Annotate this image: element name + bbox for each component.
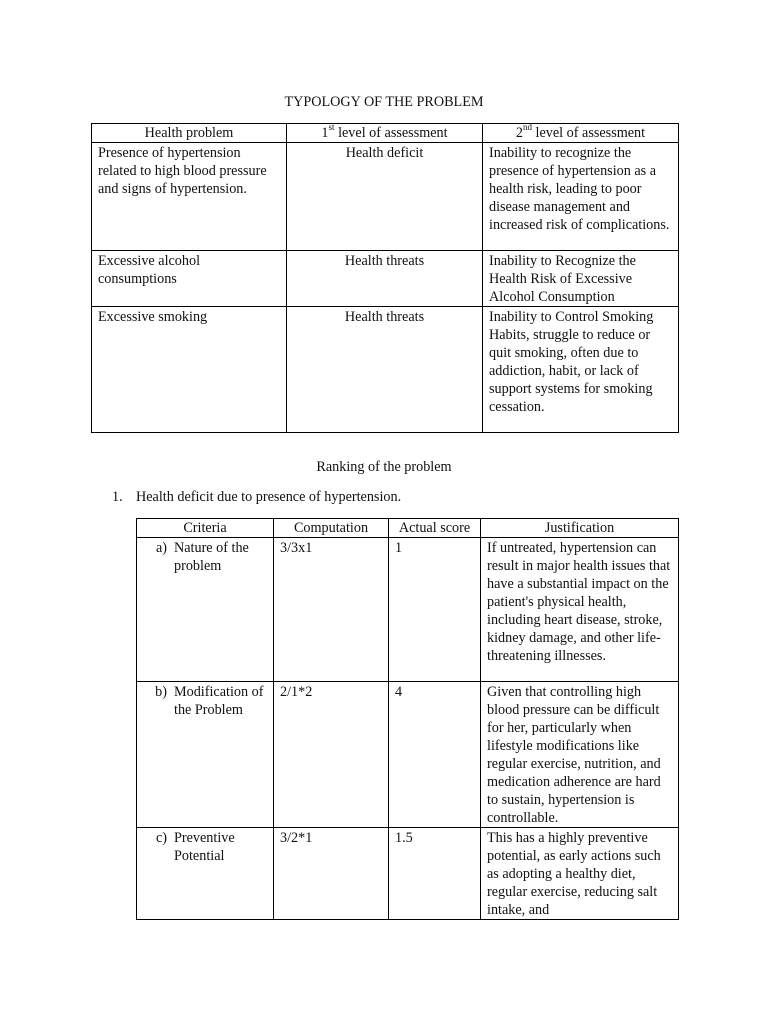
item-number: 1. (112, 489, 123, 505)
ranking-header-row (137, 519, 679, 538)
table-row (137, 828, 679, 920)
header-first-level (287, 124, 483, 143)
table-row (92, 251, 679, 307)
item-text: Health deficit due to presence of hypertension. (136, 489, 402, 505)
criteria-cell (137, 538, 274, 682)
table-row (92, 143, 679, 251)
header-criteria: Criteria (137, 519, 274, 538)
criteria-letter: c) (155, 830, 167, 846)
criteria-text: Modification of the Problem (174, 684, 264, 718)
problem-cell: Presence of hypertension related to high blood pressure and signs of hypertension. (92, 143, 287, 251)
ranking-title: Ranking of the problem (316, 459, 452, 475)
problem-cell: Excessive smoking (92, 307, 287, 433)
criteria-letter: a) (155, 540, 167, 556)
first-level-cell: Health threats (287, 307, 483, 433)
numbered-item (112, 489, 401, 506)
second-level-cell: Inability to recognize the presence of hypertension as a health risk, leading to poor disease management and increased risk of complications. (483, 143, 679, 251)
first-level-cell: Health threats (287, 251, 483, 307)
justification-cell: This has a highly preventive potential, as early actions such as adopting a healthy diet, regular exercise, reducing salt intake, and (481, 828, 679, 920)
ranking-table (136, 518, 679, 920)
header-health-problem: Health problem (92, 124, 287, 143)
actual-score-cell: 1.5 (389, 828, 481, 920)
header-second-level-sup: nd (523, 122, 532, 133)
second-level-cell: Inability to Recognize the Health Risk of Excessive Alcohol Consumption (483, 251, 679, 307)
criteria-cell (137, 682, 274, 828)
actual-score-cell: 1 (389, 538, 481, 682)
first-level-cell: Health deficit (287, 143, 483, 251)
typology-header-row (92, 124, 679, 143)
criteria-text: Nature of the problem (174, 540, 249, 574)
criteria-cell (137, 828, 274, 920)
criteria-text: Preventive Potential (174, 830, 235, 864)
page-title: TYPOLOGY OF THE PROBLEM (284, 94, 484, 110)
actual-score-cell: 4 (389, 682, 481, 828)
header-first-level-sup: st (328, 122, 335, 133)
header-second-level (483, 124, 679, 143)
problem-cell: Excessive alcohol consumptions (92, 251, 287, 307)
criteria-letter: b) (155, 684, 167, 700)
header-justification: Justification (481, 519, 679, 538)
second-level-cell: Inability to Control Smoking Habits, struggle to reduce or quit smoking, often due to addiction, habit, or lack of support systems for smoking cessation. (483, 307, 679, 433)
table-row (92, 307, 679, 433)
table-row (137, 538, 679, 682)
header-computation: Computation (274, 519, 389, 538)
computation-cell: 3/2*1 (274, 828, 389, 920)
justification-cell: If untreated, hypertension can result in major health issues that have a substantial impact on the patient's physical health, including heart disease, stroke, kidney damage, and other life-threatening illnesses. (481, 538, 679, 682)
header-actual-score: Actual score (389, 519, 481, 538)
table-row (137, 682, 679, 828)
justification-cell: Given that controlling high blood pressure can be difficult for her, particularly when lifestyle modifications like regular exercise, nutrition, and medication adherence are hard to sustain, hypertension is controllable. (481, 682, 679, 828)
typology-table (91, 123, 679, 433)
header-second-level-num: 2 (515, 125, 523, 141)
header-first-level-num: 1 (321, 125, 329, 141)
header-second-level-text: level of assessment (532, 125, 646, 141)
computation-cell: 3/3x1 (274, 538, 389, 682)
computation-cell: 2/1*2 (274, 682, 389, 828)
header-first-level-text: level of assessment (334, 125, 448, 141)
